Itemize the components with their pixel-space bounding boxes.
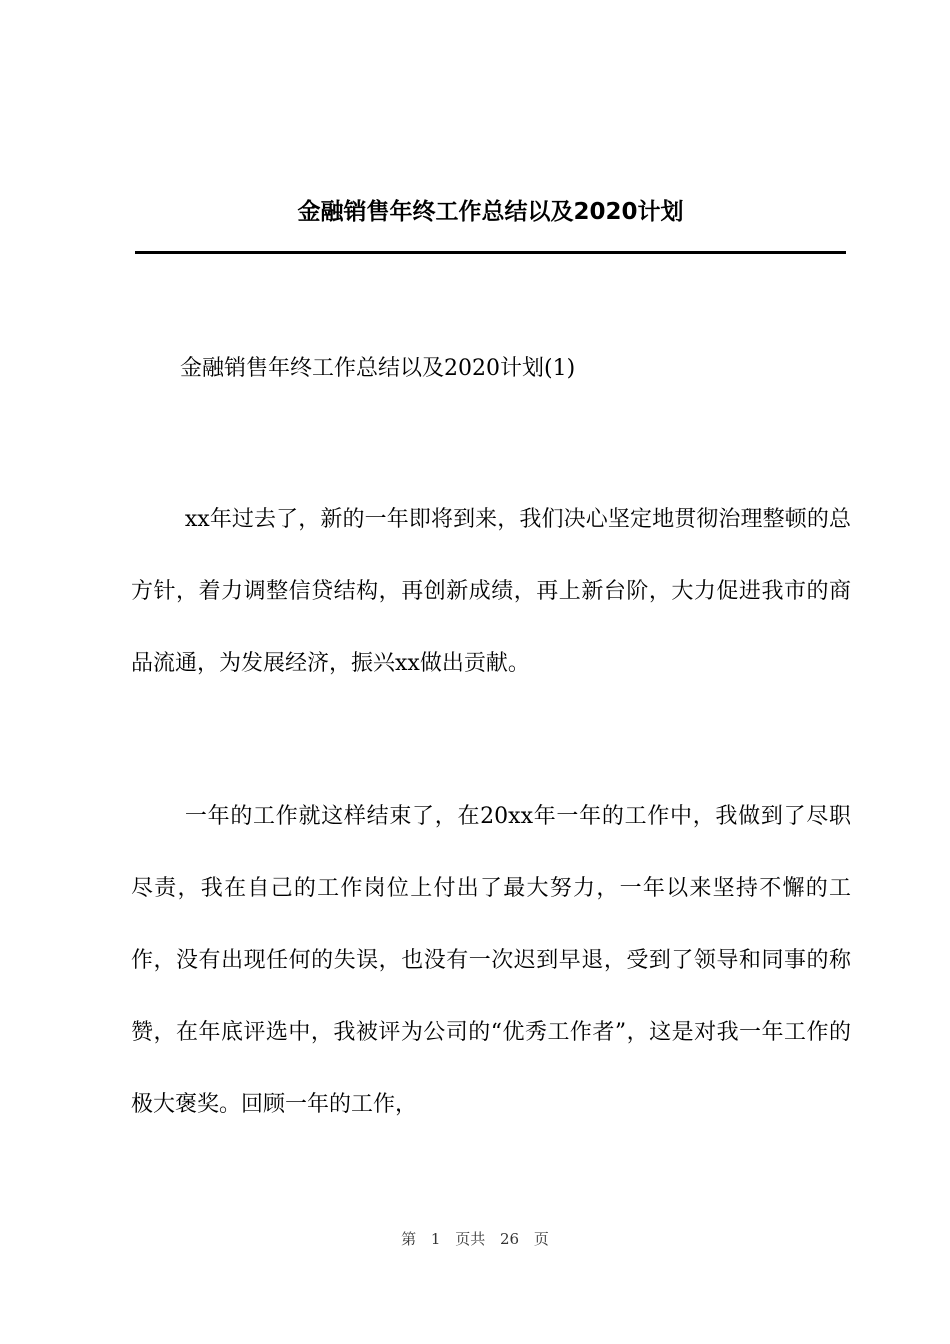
body-paragraph-1: xx年过去了，新的一年即将到来，我们决心坚定地贯彻治理整顿的总方针，着力调整信贷结构，再创新成绩，再上新台阶，大力促进我市的商品流通，为发展经济，振兴xx做出贡献。 <box>131 507 851 676</box>
header-rule <box>135 251 846 254</box>
body-paragraph-2: 一年的工作就这样结束了，在20xx年一年的工作中，我做到了尽职尽责，我在自己的工作岗位上付出了最大努力，一年以来坚持不懈的工作，没有出现任何的失误，也没有一次迟到早退，受到了领导和同事的称赞，在年底评选中，我被评为公司的“优秀工作者”，这是对我一年工作的极大褒奖。回顾一年的工作， <box>131 804 851 1117</box>
header-title: 金融销售年终工作总结以及2020计划 <box>297 199 684 225</box>
document-subtitle: 金融销售年终工作总结以及2020计划(1) <box>180 356 576 381</box>
page-number-footer: 第 1 页共 26 页 <box>401 1230 549 1248</box>
